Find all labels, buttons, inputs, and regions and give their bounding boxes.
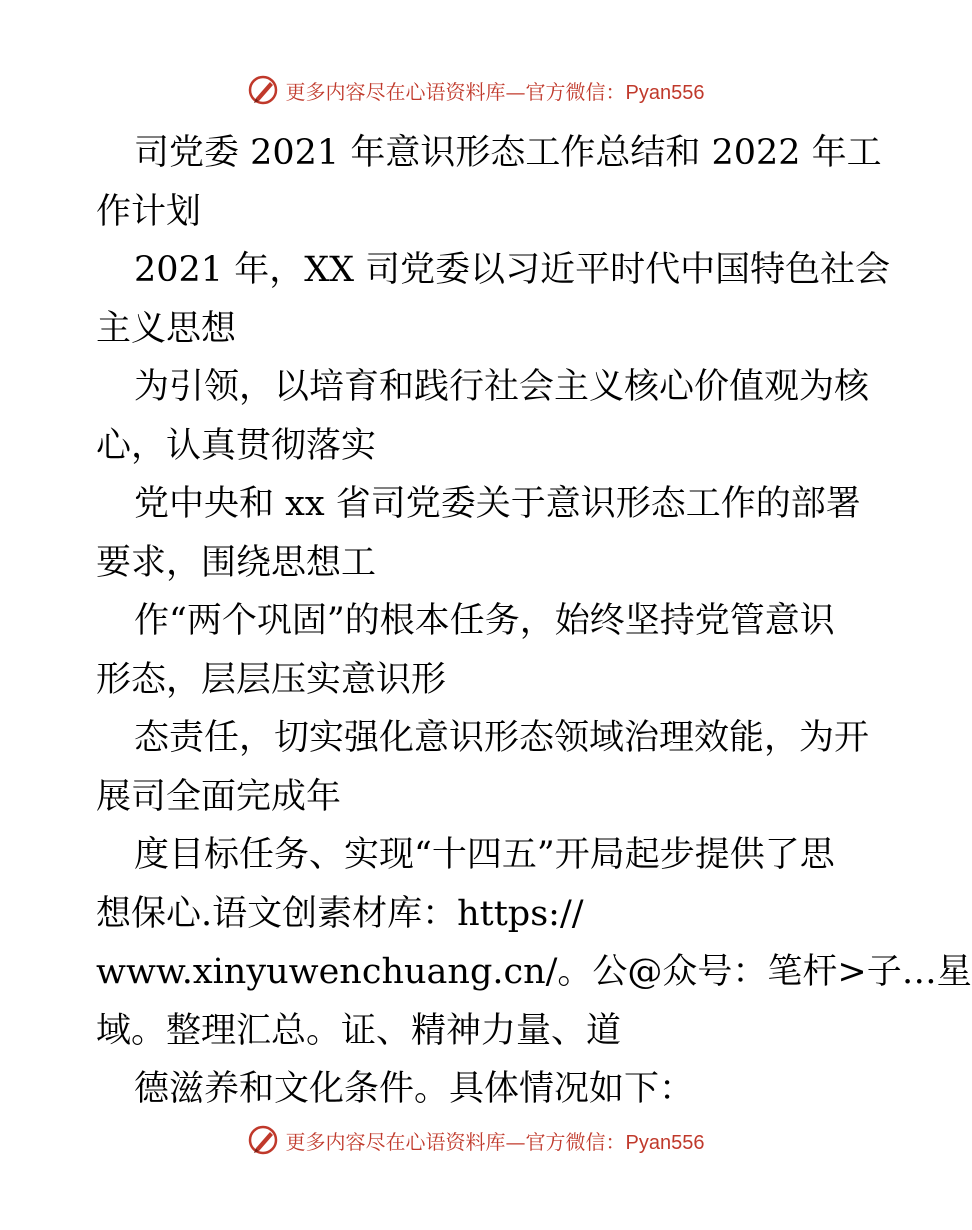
doc-text-line: 度目标任务、实现“十四五”开局起步提供了思	[134, 835, 835, 875]
doc-text-line: 形态，层层压实意识形	[96, 659, 447, 700]
doc-title-line-1: 司党委 2021 年意识形态工作总结和 2022 年工	[134, 133, 882, 173]
pen-logo-icon	[246, 1123, 280, 1157]
footer-watermark-banner	[0, 1120, 950, 1160]
doc-text-line: 心，认真贯彻落实	[96, 425, 377, 466]
doc-text-line: 域。整理汇总。证、精神力量、道	[96, 1010, 622, 1051]
document-body	[96, 124, 972, 1119]
watermark-text: 更多内容尽在心语资料库—官方微信：Pyan556	[285, 1129, 705, 1154]
watermark-text: 更多内容尽在心语资料库—官方微信：Pyan556	[285, 79, 705, 104]
doc-text-line: 为引领，以培育和践行社会主义核心价值观为核	[134, 367, 870, 407]
doc-text-line: 2021 年，XX 司党委以习近平时代中国特色社会	[134, 250, 891, 290]
doc-text-line: 主义思想	[96, 308, 237, 349]
pen-logo-icon	[246, 73, 280, 107]
doc-text-line: 党中央和 xx 省司党委关于意识形态工作的部署	[134, 484, 861, 524]
wechat-handle: Pyan556	[625, 1131, 705, 1154]
doc-text-line: www.xinyuwenchuang.cn/。公@众号：笔杆>子…星	[96, 952, 972, 992]
doc-text-line: 作“两个巩固”的根本任务，始终坚持党管意识	[134, 601, 835, 641]
doc-title-line-2: 作计划	[96, 191, 202, 232]
doc-text-line: 德滋养和文化条件。具体情况如下：	[134, 1069, 695, 1109]
doc-text-line: 态责任，切实强化意识形态领域治理效能，为开	[134, 718, 870, 758]
doc-text-line: 展司全面完成年	[96, 776, 342, 817]
doc-text-line: 想保心.语文创素材库：https://	[96, 893, 584, 934]
header-watermark-banner	[0, 70, 950, 110]
doc-text-line: 要求，围绕思想工	[96, 542, 377, 583]
wechat-handle: Pyan556	[625, 81, 705, 104]
